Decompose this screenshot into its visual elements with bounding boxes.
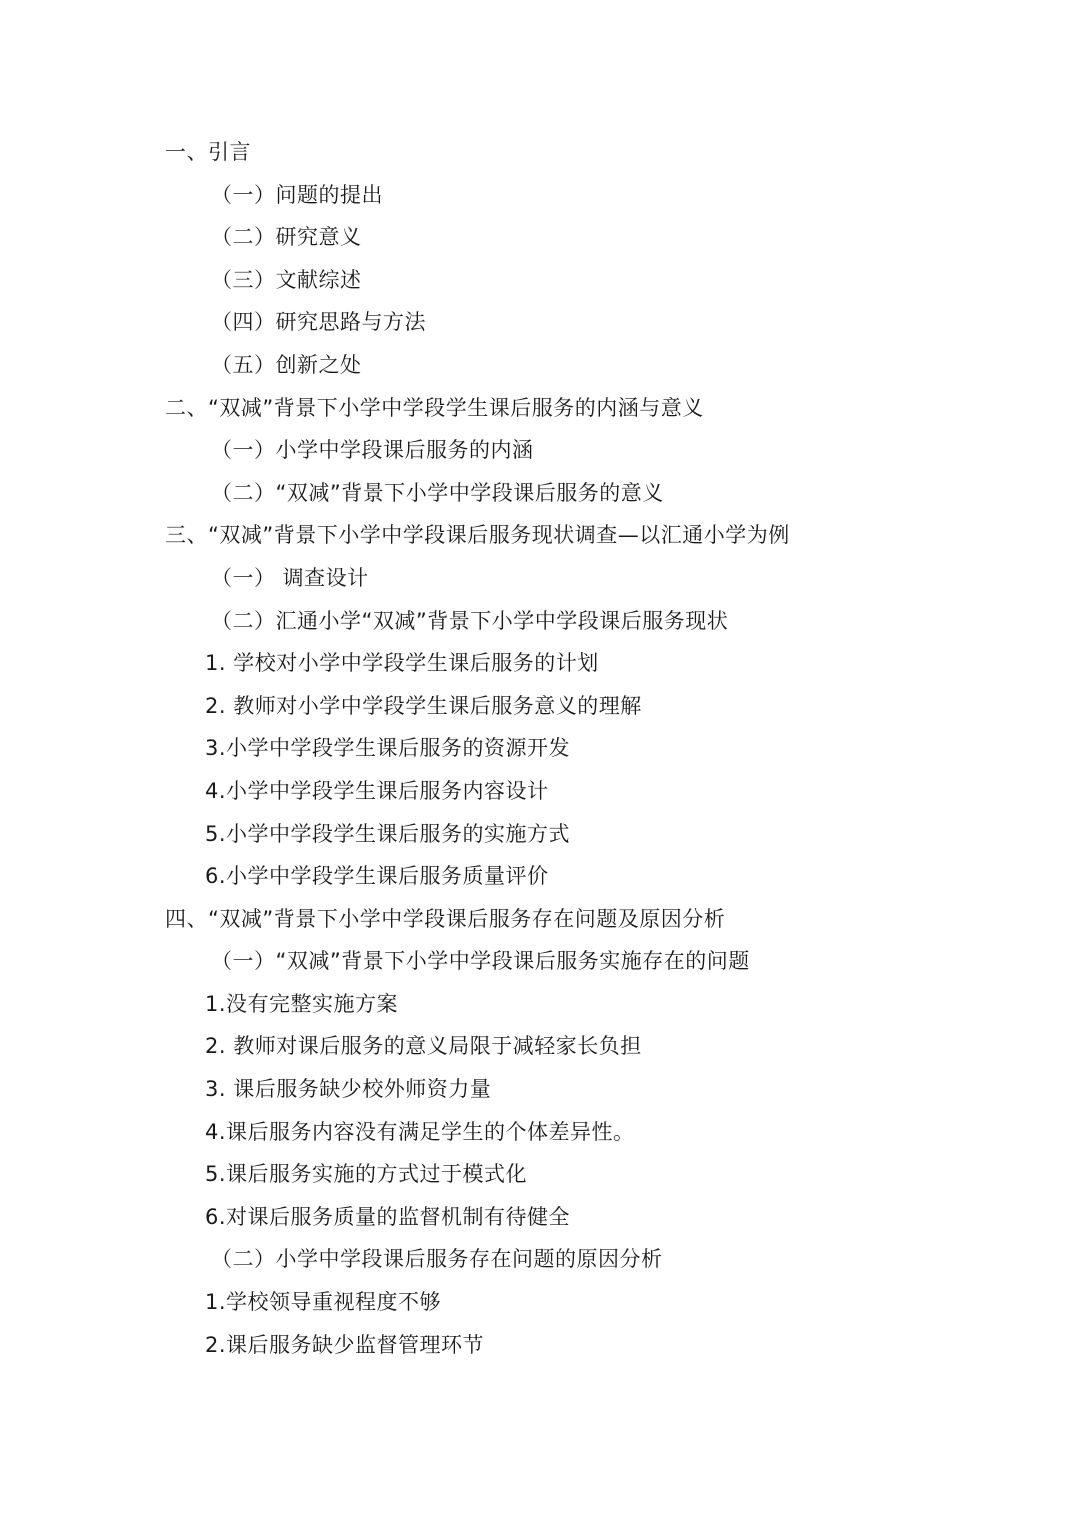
numbered-item: 1.没有完整实施方案 <box>205 991 399 1016</box>
numbered-item: 4.课后服务内容没有满足学生的个体差异性。 <box>205 1119 635 1144</box>
table-of-contents <box>0 131 1080 1366</box>
section-heading: 四、“双减”背景下小学中学段课后服务存在问题及原因分析 <box>165 906 726 931</box>
numbered-item: 3.小学中学段学生课后服务的资源开发 <box>205 736 571 761</box>
numbered-item: 3. 课后服务缺少校外师资力量 <box>205 1077 492 1102</box>
subsection-heading: （一）小学中学段课后服务的内涵 <box>211 438 534 463</box>
subsection-heading: （二）小学中学段课后服务存在问题的原因分析 <box>211 1247 663 1272</box>
numbered-item: 2. 教师对课后服务的意义局限于减轻家长负担 <box>205 1034 642 1059</box>
section-heading: 三、“双减”背景下小学中学段课后服务现状调查—以汇通小学为例 <box>165 523 790 548</box>
subsection-heading: （四）研究思路与方法 <box>211 310 426 335</box>
subsection-heading: （一）“双减”背景下小学中学段课后服务实施存在的问题 <box>211 949 750 974</box>
numbered-item: 1. 学校对小学中学段学生课后服务的计划 <box>205 651 599 676</box>
numbered-item: 4.小学中学段学生课后服务内容设计 <box>205 778 549 803</box>
section-heading: 一、引言 <box>165 140 251 164</box>
subsection-heading: （一）问题的提出 <box>211 182 383 207</box>
subsection-heading: （二）汇通小学“双减”背景下小学中学段课后服务现状 <box>211 608 729 633</box>
section-heading: 二、“双减”背景下小学中学段学生课后服务的内涵与意义 <box>165 395 704 420</box>
subsection-heading: （一） 调查设计 <box>211 565 369 590</box>
numbered-item: 6.对课后服务质量的监督机制有待健全 <box>205 1204 571 1229</box>
subsection-heading: （三）文献综述 <box>211 267 362 292</box>
subsection-heading: （二）研究意义 <box>211 225 362 250</box>
subsection-heading: （二）“双减”背景下小学中学段课后服务的意义 <box>211 480 664 505</box>
numbered-item: 2. 教师对小学中学段学生课后服务意义的理解 <box>205 693 642 718</box>
numbered-item: 6.小学中学段学生课后服务质量评价 <box>205 864 549 889</box>
numbered-item: 2.课后服务缺少监督管理环节 <box>205 1332 485 1357</box>
subsection-heading: （五）创新之处 <box>211 352 362 377</box>
numbered-item: 5.小学中学段学生课后服务的实施方式 <box>205 821 571 846</box>
numbered-item: 5.课后服务实施的方式过于模式化 <box>205 1162 528 1187</box>
numbered-item: 1.学校领导重视程度不够 <box>205 1290 442 1315</box>
